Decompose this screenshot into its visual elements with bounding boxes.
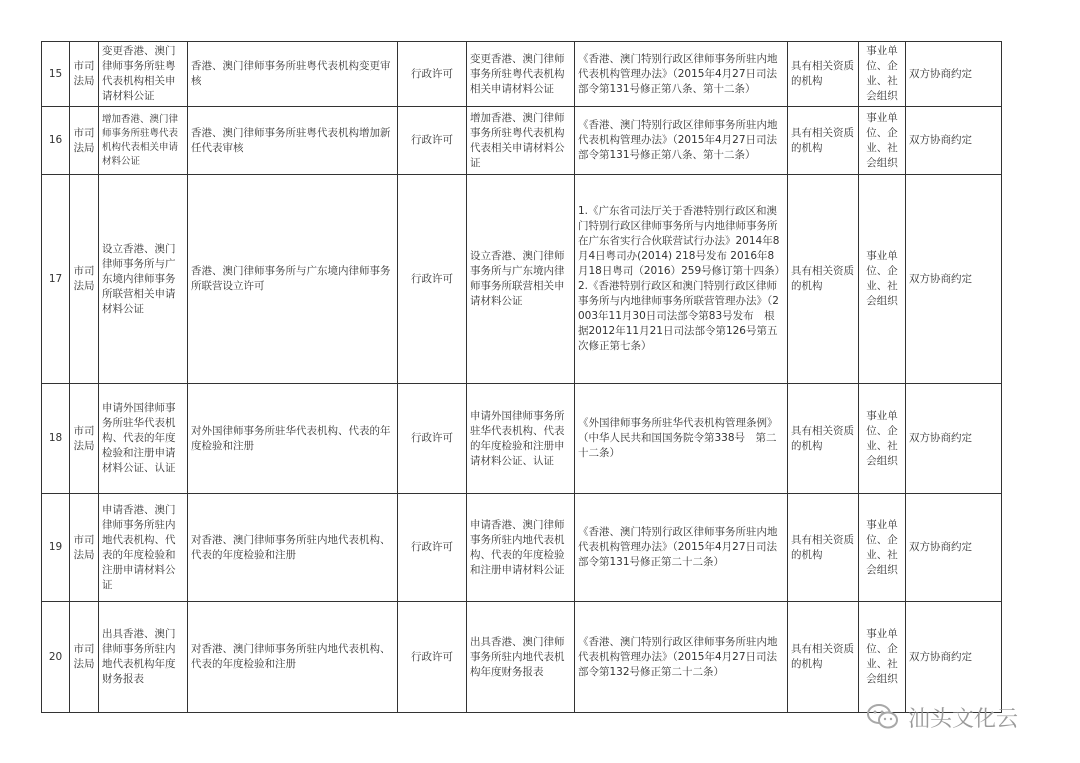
sub-item-cell: 变更香港、澳门律师事务所驻粤代表机构相关申请材料公证 <box>467 42 575 107</box>
service-name-cell: 申请香港、澳门律师事务所驻内地代表机构、代表的年度检验和注册申请材料公证 <box>99 494 188 602</box>
sub-item-cell: 增加香港、澳门律师事务所驻粤代表机构代表相关申请材料公证 <box>467 107 575 175</box>
department-cell: 市司法局 <box>70 384 99 494</box>
watermark <box>866 700 1018 734</box>
wechat-icon <box>866 702 900 732</box>
sub-item-cell: 申请香港、澳门律师事务所驻内地代表机构、代表的年度检验和注册申请材料公证 <box>467 494 575 602</box>
sub-item-cell: 出具香港、澳门律师事务所驻内地代表机构年度财务报表 <box>467 602 575 713</box>
watermark-text: 汕头文化云 <box>908 706 1019 732</box>
basis-item-cell: 对香港、澳门律师事务所驻内地代表机构、代表的年度检验和注册 <box>188 494 398 602</box>
row-number: 18 <box>42 384 70 494</box>
basis-item-cell: 香港、澳门律师事务所驻粤代表机构变更审核 <box>188 42 398 107</box>
legal-basis-cell: 《香港、澳门特别行政区律师事务所驻内地代表机构管理办法》（2015年4月27日司法部令第132号修正第二十二条） <box>575 602 788 713</box>
category-cell: 行政许可 <box>398 42 467 107</box>
requirement-cell: 具有相关资质的机构 <box>788 175 859 384</box>
table-row <box>42 494 1002 602</box>
category-cell: 行政许可 <box>398 175 467 384</box>
legal-basis-cell: 《香港、澳门特别行政区律师事务所驻内地代表机构管理办法》（2015年4月27日司法部令第131号修正第八条、第十二条） <box>575 107 788 175</box>
sub-item-cell: 申请外国律师事务所驻华代表机构、代表的年度检验和注册申请材料公证、认证 <box>467 384 575 494</box>
service-name-cell: 设立香港、澳门律师事务所与广东境内律师事务所联营相关申请材料公证 <box>99 175 188 384</box>
service-items-table <box>41 41 1002 713</box>
department-cell: 市司法局 <box>70 494 99 602</box>
basis-item-cell: 对外国律师事务所驻华代表机构、代表的年度检验和注册 <box>188 384 398 494</box>
provider-cell: 事业单位、企业、社会组织 <box>859 494 906 602</box>
provider-cell: 事业单位、企业、社会组织 <box>859 602 906 713</box>
department-cell: 市司法局 <box>70 107 99 175</box>
provider-cell: 事业单位、企业、社会组织 <box>859 107 906 175</box>
service-name-cell: 变更香港、澳门律师事务所驻粤代表机构相关申请材料公证 <box>99 42 188 107</box>
row-number: 20 <box>42 602 70 713</box>
pricing-cell: 双方协商约定 <box>906 175 1002 384</box>
row-number: 17 <box>42 175 70 384</box>
category-cell: 行政许可 <box>398 107 467 175</box>
basis-item-cell: 香港、澳门律师事务所驻粤代表机构增加新任代表审核 <box>188 107 398 175</box>
table-row <box>42 384 1002 494</box>
pricing-cell: 双方协商约定 <box>906 494 1002 602</box>
legal-basis-cell: 《香港、澳门特别行政区律师事务所驻内地代表机构管理办法》（2015年4月27日司法部令第131号修正第二十二条） <box>575 494 788 602</box>
pricing-cell: 双方协商约定 <box>906 107 1002 175</box>
row-number: 15 <box>42 42 70 107</box>
requirement-cell: 具有相关资质的机构 <box>788 107 859 175</box>
table-row <box>42 107 1002 175</box>
legal-basis-cell: 《外国律师事务所驻华代表机构管理条例》（中华人民共和国国务院令第338号 第二十二条） <box>575 384 788 494</box>
basis-item-cell: 香港、澳门律师事务所与广东境内律师事务所联营设立许可 <box>188 175 398 384</box>
legal-basis-cell: 1.《广东省司法厅关于香港特别行政区和澳门特别行政区律师事务所与内地律师事务所在广东省实行合伙联营试行办法》2014年8月4日粤司办(2014) 218号发布 2016年8月18日粤司（2016）259号修订第十四条）2.《香港特别行政区和澳门特别行政区律师事务所与内地律师事务所联营管理办法》（2003年11月30日司法部令第83号发布 根据2012年11月21日司法部令第126号第五次修正第七条） <box>575 175 788 384</box>
department-cell: 市司法局 <box>70 602 99 713</box>
department-cell: 市司法局 <box>70 175 99 384</box>
category-cell: 行政许可 <box>398 602 467 713</box>
table-row <box>42 175 1002 384</box>
legal-basis-cell: 《香港、澳门特别行政区律师事务所驻内地代表机构管理办法》（2015年4月27日司法部令第131号修正第八条、第十二条） <box>575 42 788 107</box>
pricing-cell: 双方协商约定 <box>906 42 1002 107</box>
service-name-cell: 申请外国律师事务所驻华代表机构、代表的年度检验和注册申请材料公证、认证 <box>99 384 188 494</box>
service-name-cell: 出具香港、澳门律师事务所驻内地代表机构年度财务报表 <box>99 602 188 713</box>
department-cell: 市司法局 <box>70 42 99 107</box>
provider-cell: 事业单位、企业、社会组织 <box>859 175 906 384</box>
row-number: 19 <box>42 494 70 602</box>
requirement-cell: 具有相关资质的机构 <box>788 494 859 602</box>
sub-item-cell: 设立香港、澳门律师事务所与广东境内律师事务所联营相关申请材料公证 <box>467 175 575 384</box>
table-row <box>42 42 1002 107</box>
requirement-cell: 具有相关资质的机构 <box>788 42 859 107</box>
row-number: 16 <box>42 107 70 175</box>
basis-item-cell: 对香港、澳门律师事务所驻内地代表机构、代表的年度检验和注册 <box>188 602 398 713</box>
provider-cell: 事业单位、企业、社会组织 <box>859 42 906 107</box>
service-name-cell: 增加香港、澳门律师事务所驻粤代表机构代表相关申请材料公证 <box>99 107 188 175</box>
pricing-cell: 双方协商约定 <box>906 602 1002 713</box>
category-cell: 行政许可 <box>398 494 467 602</box>
requirement-cell: 具有相关资质的机构 <box>788 384 859 494</box>
table-row <box>42 602 1002 713</box>
category-cell: 行政许可 <box>398 384 467 494</box>
requirement-cell: 具有相关资质的机构 <box>788 602 859 713</box>
provider-cell: 事业单位、企业、社会组织 <box>859 384 906 494</box>
pricing-cell: 双方协商约定 <box>906 384 1002 494</box>
